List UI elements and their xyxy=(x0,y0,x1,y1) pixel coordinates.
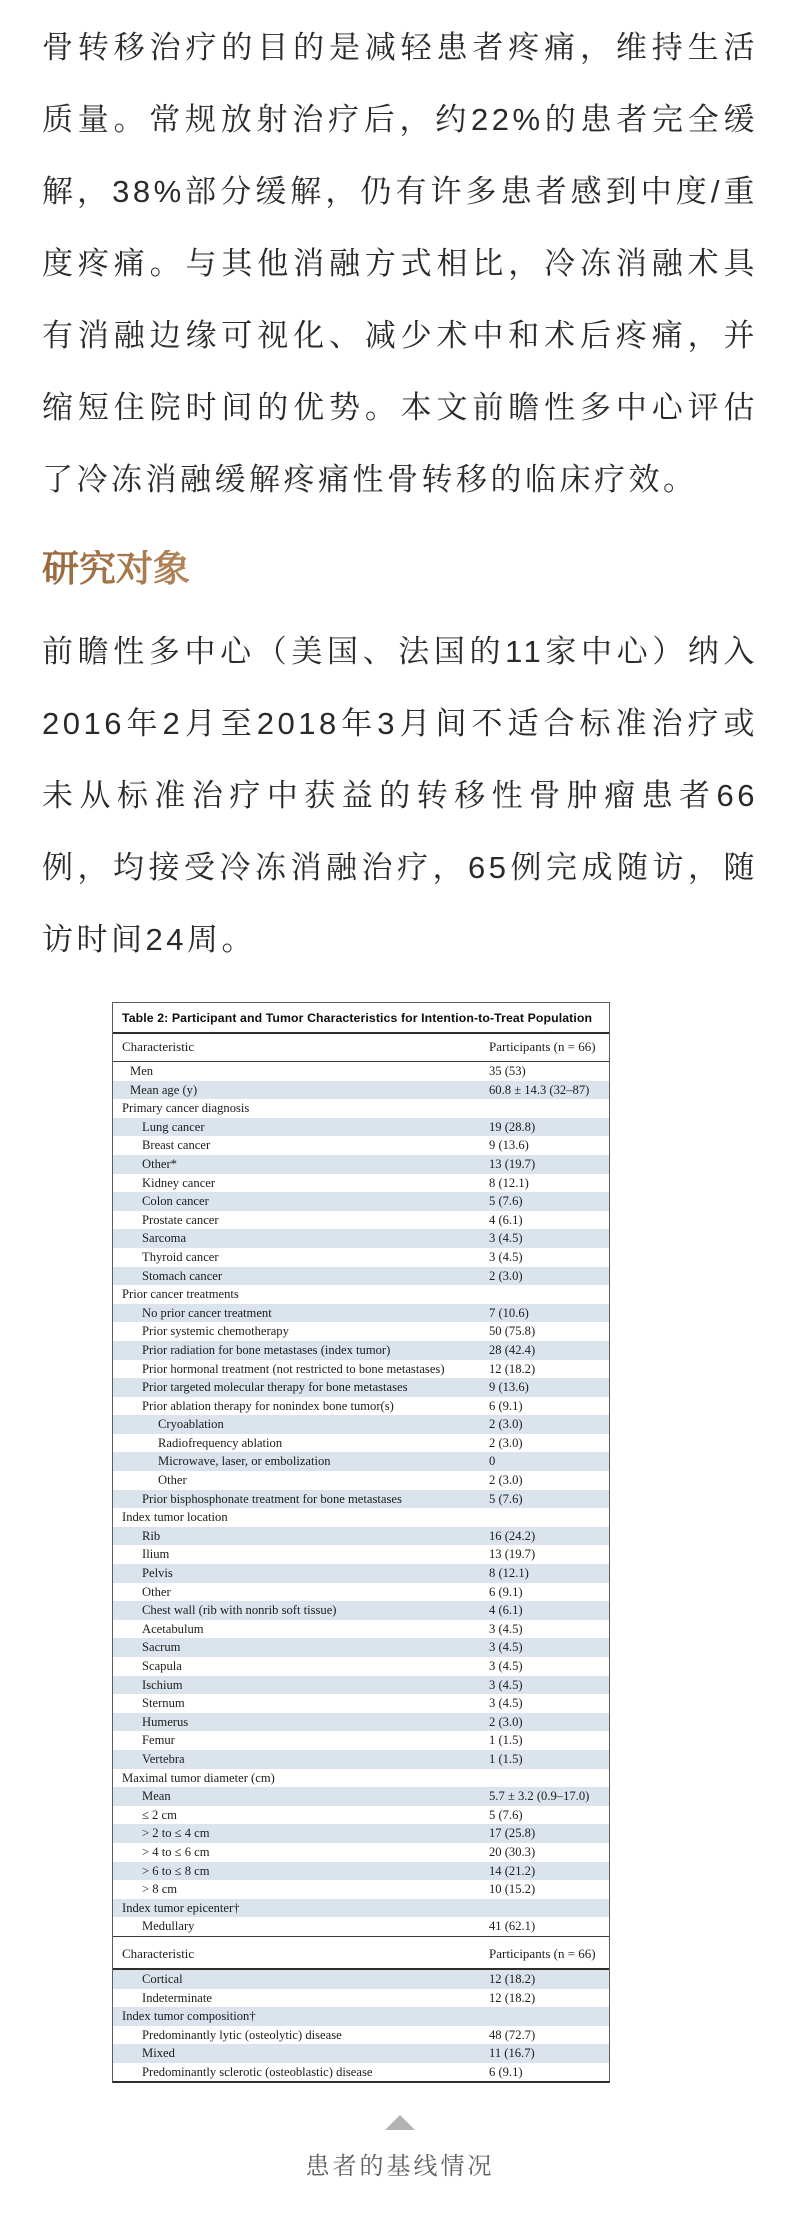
row-label: Prior ablation therapy for nonindex bone tumor(s) xyxy=(142,1398,394,1413)
row-value: 3 (4.5) xyxy=(489,1659,523,1673)
row-value: 4 (6.1) xyxy=(489,1603,523,1618)
table-row xyxy=(113,1970,609,1989)
table-row xyxy=(113,2063,609,2082)
row-value: 12 (18.2) xyxy=(489,1361,536,1376)
table-row xyxy=(113,1099,609,1118)
table-row xyxy=(113,1211,609,1230)
table-row xyxy=(113,1081,609,1100)
table-row xyxy=(113,1657,609,1676)
row-value: 4 (6.1) xyxy=(489,1212,523,1227)
table-row xyxy=(113,1397,609,1416)
table-header-row-repeat xyxy=(113,1944,609,1968)
collapse-section-label[interactable]: 患者的基线情况 xyxy=(305,2153,495,2181)
row-label: Sternum xyxy=(142,1696,185,1711)
table-row xyxy=(113,1452,609,1471)
table-row xyxy=(113,1378,609,1397)
table-row xyxy=(113,1192,609,1211)
collapse-up-triangle-icon[interactable] xyxy=(385,2115,415,2130)
row-value: 19 (28.8) xyxy=(489,1119,536,1134)
participant-characteristics-table xyxy=(112,1002,610,2083)
table-row xyxy=(113,1583,609,1602)
row-label: Predominantly sclerotic (osteoblastic) disease xyxy=(142,2064,373,2079)
table-row xyxy=(113,1118,609,1137)
row-value: 2 (3.0) xyxy=(489,1268,523,1283)
table-row xyxy=(113,1434,609,1453)
row-label: Cortical xyxy=(142,1971,183,1986)
table-row xyxy=(113,1989,609,2008)
row-label: Vertebra xyxy=(142,1751,185,1766)
row-label: Thyroid cancer xyxy=(142,1249,219,1264)
row-value: 12 (18.2) xyxy=(489,1971,536,1986)
table-row xyxy=(113,1322,609,1341)
table-figure xyxy=(112,1002,758,2083)
row-label: Ilium xyxy=(142,1547,170,1562)
row-label: Stomach cancer xyxy=(142,1268,223,1283)
row-value: 3 (4.5) xyxy=(489,1249,523,1264)
table-row xyxy=(113,1304,609,1323)
table-row xyxy=(113,1508,609,1527)
table-row xyxy=(113,1341,609,1360)
row-label: Lung cancer xyxy=(142,1119,205,1134)
row-label: Other xyxy=(158,1473,187,1488)
table-row xyxy=(113,1527,609,1546)
row-label: Femur xyxy=(142,1733,175,1748)
row-value: 9 (13.6) xyxy=(489,1380,529,1395)
segment-gap xyxy=(113,1937,609,1944)
row-label: Primary cancer diagnosis xyxy=(122,1101,250,1116)
row-label: > 2 to ≤ 4 cm xyxy=(142,1826,210,1841)
row-label: Index tumor composition† xyxy=(122,2009,256,2024)
section-title: 研究对象 xyxy=(42,550,758,590)
row-value: 41 (62.1) xyxy=(489,1919,536,1934)
row-label: Chest wall (rib with nonrib soft tissue) xyxy=(142,1603,337,1618)
table-row xyxy=(113,1415,609,1434)
row-value: 14 (21.2) xyxy=(489,1863,536,1878)
row-value: 13 (19.7) xyxy=(489,1547,536,1562)
row-value: 8 (12.1) xyxy=(489,1566,529,1581)
row-label: Maximal tumor diameter (cm) xyxy=(122,1770,275,1785)
row-value: 3 (4.5) xyxy=(489,1640,523,1655)
table-body-segment-1 xyxy=(113,1062,609,1936)
table-row xyxy=(113,1694,609,1713)
row-label: Mixed xyxy=(142,2046,175,2061)
row-label: Microwave, laser, or embolization xyxy=(158,1454,331,1469)
row-value: 2 (3.0) xyxy=(489,1714,523,1729)
table-row xyxy=(113,1490,609,1509)
row-value: 1 (1.5) xyxy=(489,1733,523,1748)
table-row xyxy=(113,1806,609,1825)
intro-paragraph: 骨转移治疗的目的是减轻患者疼痛，维持生活质量。常规放射治疗后，约22%的患者完全缓解，38%部分缓解，仍有许多患者感到中度/重度疼痛。与其他消融方式相比，冷冻消融术具有消融边缘可视化、减少术中和术后疼痛，并缩短住院时间的优势。本文前瞻性多中心评估了冷冻消融缓解疼痛性骨转移的临床疗效。 xyxy=(42,30,759,497)
table-row xyxy=(113,1248,609,1267)
row-label: Sarcoma xyxy=(142,1231,187,1246)
row-label: Indeterminate xyxy=(142,1990,212,2005)
row-value: 60.8 ± 14.3 (32–87) xyxy=(489,1082,590,1097)
row-label: Men xyxy=(130,1064,154,1078)
row-label: Colon cancer xyxy=(142,1194,209,1209)
row-label: No prior cancer treatment xyxy=(142,1305,272,1320)
table-row xyxy=(113,1155,609,1174)
row-label: > 4 to ≤ 6 cm xyxy=(142,1844,210,1859)
table-row xyxy=(113,2007,609,2026)
row-label: Humerus xyxy=(142,1714,189,1729)
table-row xyxy=(113,1285,609,1304)
row-label: Medullary xyxy=(142,1919,195,1934)
row-value: 5.7 ± 3.2 (0.9–17.0) xyxy=(489,1789,590,1804)
row-label: Scapula xyxy=(142,1659,182,1673)
row-value: 35 (53) xyxy=(489,1064,526,1078)
row-label: Other xyxy=(142,1584,171,1599)
table-title: Table 2: Participant and Tumor Characteristics for Intention-to-Treat Population xyxy=(122,1011,593,1025)
table-row xyxy=(113,1787,609,1806)
row-value: 11 (16.7) xyxy=(489,2046,535,2061)
table-row xyxy=(113,1545,609,1564)
table-row xyxy=(113,1229,609,1248)
row-label: Prior cancer treatments xyxy=(122,1287,239,1302)
table-row xyxy=(113,2044,609,2063)
table-row xyxy=(113,1174,609,1193)
table-row xyxy=(113,1360,609,1379)
row-value: 5 (7.6) xyxy=(489,1807,523,1822)
row-value: 5 (7.6) xyxy=(489,1491,523,1506)
row-value: 48 (72.7) xyxy=(489,2027,536,2042)
row-value: 3 (4.5) xyxy=(489,1677,523,1692)
column-header-characteristic: Characteristic xyxy=(122,1945,195,1961)
row-value: 20 (30.3) xyxy=(489,1844,536,1859)
row-value: 1 (1.5) xyxy=(489,1751,523,1766)
table-row xyxy=(113,1638,609,1657)
table-row xyxy=(113,1136,609,1155)
column-header-participants: Participants (n = 66) xyxy=(489,1945,596,1961)
row-label: Prior systemic chemotherapy xyxy=(142,1324,289,1339)
table-row xyxy=(113,1471,609,1490)
row-value: 12 (18.2) xyxy=(489,1990,536,2005)
row-value: 2 (3.0) xyxy=(489,1435,523,1450)
column-header-participants: Participants (n = 66) xyxy=(489,1039,596,1054)
row-label: Rib xyxy=(142,1528,161,1543)
row-value: 28 (42.4) xyxy=(489,1342,536,1357)
row-label: Sacrum xyxy=(142,1640,181,1655)
row-value: 17 (25.8) xyxy=(489,1826,536,1841)
row-label: Breast cancer xyxy=(142,1138,211,1153)
row-value: 3 (4.5) xyxy=(489,1621,523,1636)
table-row xyxy=(113,1824,609,1843)
row-value: 9 (13.6) xyxy=(489,1138,529,1153)
table-row xyxy=(113,1750,609,1769)
row-label: Pelvis xyxy=(142,1566,173,1581)
row-label: Index tumor epicenter† xyxy=(122,1900,240,1915)
row-label: Mean age (y) xyxy=(130,1082,198,1097)
row-value: 6 (9.1) xyxy=(489,1584,523,1599)
collapse-section-control[interactable] xyxy=(42,2115,758,2181)
row-value: 16 (24.2) xyxy=(489,1528,536,1543)
row-label: Prior radiation for bone metastases (index tumor) xyxy=(142,1342,391,1357)
row-value: 3 (4.5) xyxy=(489,1231,523,1246)
row-label: Other* xyxy=(142,1156,177,1171)
row-label: Acetabulum xyxy=(142,1621,204,1636)
row-label: > 8 cm xyxy=(142,1882,178,1897)
table-row xyxy=(113,1899,609,1918)
row-label: Ischium xyxy=(142,1677,183,1692)
table-row xyxy=(113,1769,609,1788)
row-label: Prostate cancer xyxy=(142,1212,219,1227)
table-row xyxy=(113,1601,609,1620)
row-value: 3 (4.5) xyxy=(489,1696,523,1711)
table-header-row xyxy=(113,1034,609,1061)
row-label: Mean xyxy=(142,1789,171,1804)
row-label: Prior bisphosphonate treatment for bone metastases xyxy=(142,1491,402,1506)
row-label: Prior targeted molecular therapy for bone metastases xyxy=(142,1380,408,1395)
table-row xyxy=(113,2026,609,2045)
row-value: 7 (10.6) xyxy=(489,1305,529,1320)
row-value: 10 (15.2) xyxy=(489,1882,536,1897)
column-header-characteristic: Characteristic xyxy=(122,1039,195,1054)
row-value: 0 xyxy=(489,1454,496,1469)
row-value: 5 (7.6) xyxy=(489,1194,523,1209)
table-row xyxy=(113,1862,609,1881)
row-label: Kidney cancer xyxy=(142,1175,216,1190)
row-value: 6 (9.1) xyxy=(489,2064,523,2079)
table-row xyxy=(113,1267,609,1286)
row-value: 50 (75.8) xyxy=(489,1324,536,1339)
table-row xyxy=(113,1676,609,1695)
table-row xyxy=(113,1620,609,1639)
row-label: Radiofrequency ablation xyxy=(158,1435,283,1450)
row-label: ≤ 2 cm xyxy=(142,1807,177,1822)
table-body-segment-2 xyxy=(113,1970,609,2082)
row-value: 2 (3.0) xyxy=(489,1473,523,1488)
table-row xyxy=(113,1731,609,1750)
table-row xyxy=(113,1880,609,1899)
row-value: 8 (12.1) xyxy=(489,1175,529,1190)
section-paragraph: 前瞻性多中心（美国、法国的11家中心）纳入2016年2月至2018年3月间不适合标准治疗或未从标准治疗中获益的转移性骨肿瘤患者66例，均接受冷冻消融治疗，65例完成随访，随访时间24周。 xyxy=(42,634,758,957)
table-row xyxy=(113,1713,609,1732)
row-value: 2 (3.0) xyxy=(489,1417,523,1432)
row-label: Predominantly lytic (osteolytic) disease xyxy=(142,2027,342,2042)
table-row xyxy=(113,1062,609,1081)
table-row xyxy=(113,1843,609,1862)
row-value: 13 (19.7) xyxy=(489,1156,536,1171)
row-label: Prior hormonal treatment (not restricted to bone metastases) xyxy=(142,1361,445,1376)
table-row xyxy=(113,1917,609,1936)
row-label: > 6 to ≤ 8 cm xyxy=(142,1863,210,1878)
row-label: Index tumor location xyxy=(122,1510,228,1525)
table-row xyxy=(113,1564,609,1583)
row-label: Cryoablation xyxy=(158,1417,224,1432)
row-value: 6 (9.1) xyxy=(489,1398,523,1413)
